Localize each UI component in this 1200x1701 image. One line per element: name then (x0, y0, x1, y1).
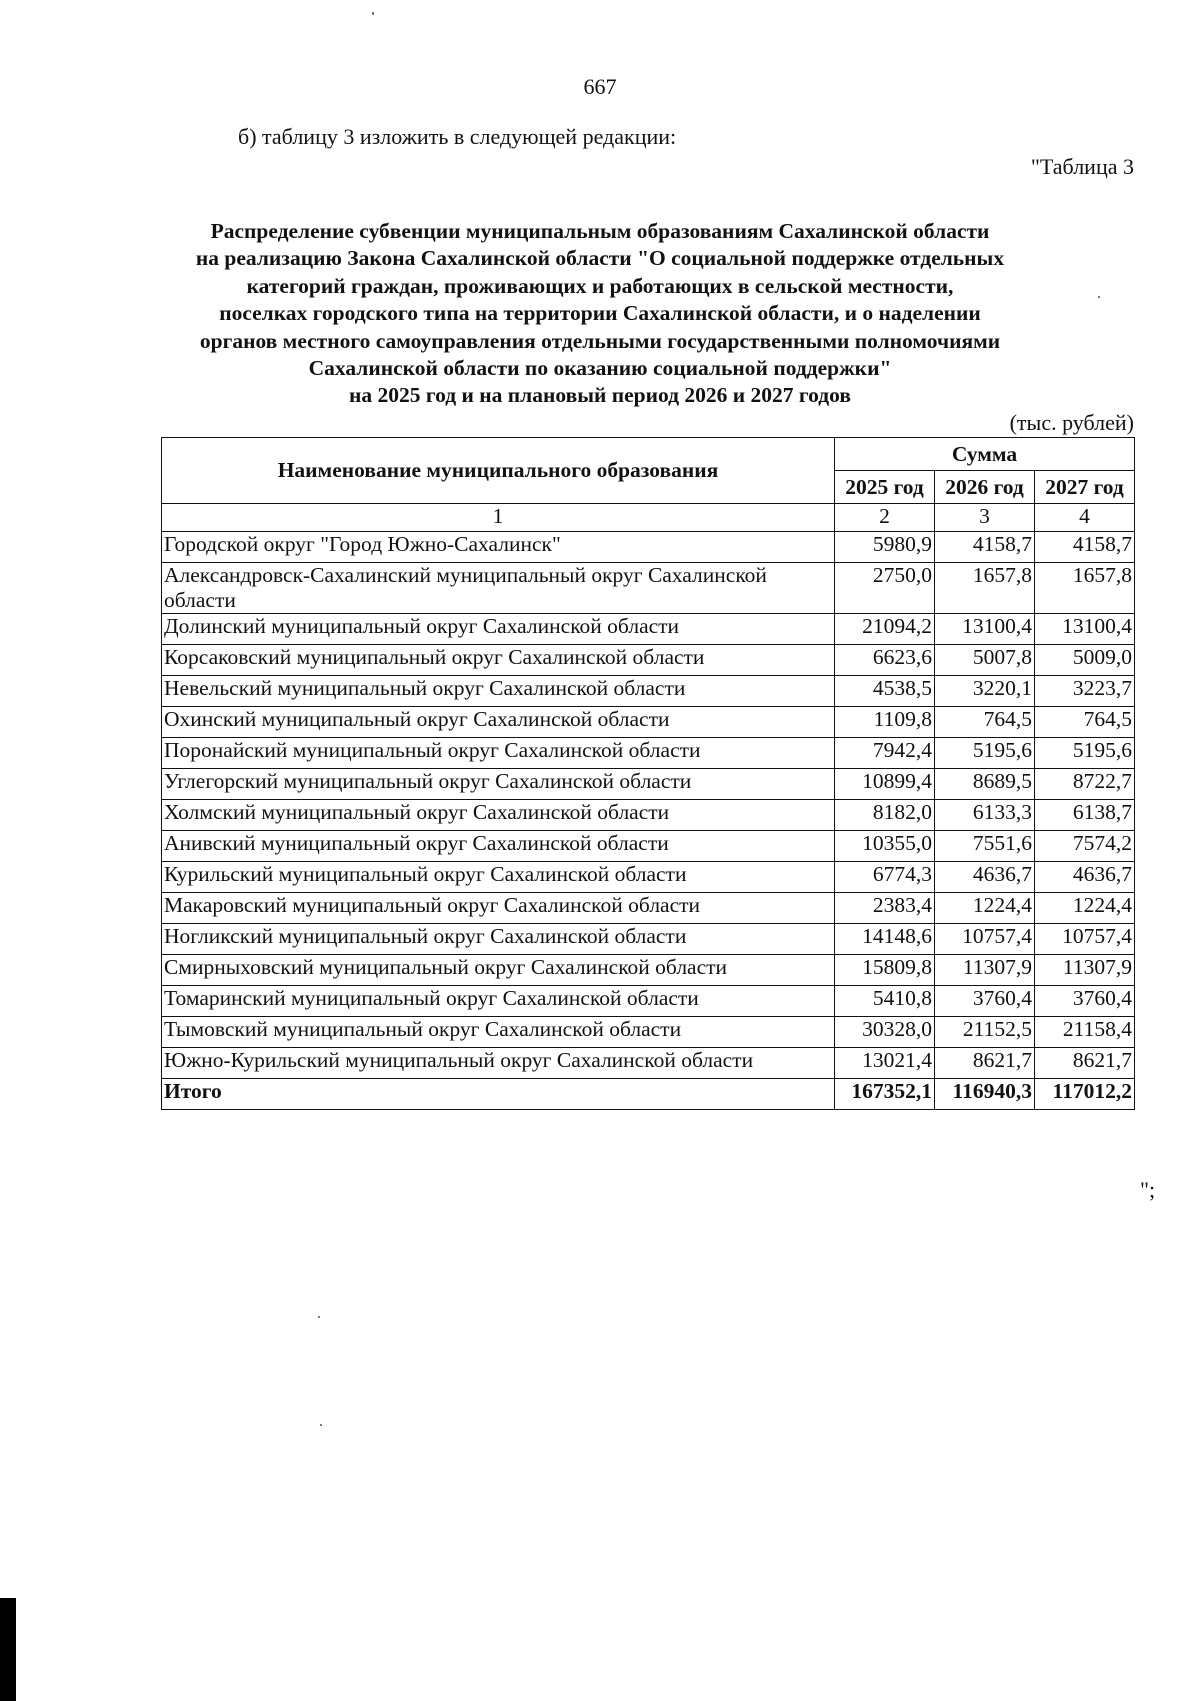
amount-2025: 2750,0 (835, 563, 935, 614)
total-2026: 116940,3 (935, 1079, 1035, 1110)
amount-2027: 8621,7 (1035, 1048, 1135, 1079)
amount-2026: 764,5 (935, 707, 1035, 738)
table-row (162, 707, 1135, 738)
table-row (162, 955, 1135, 986)
document-title (100, 218, 1100, 410)
table-row (162, 563, 1135, 614)
amount-2027: 764,5 (1035, 707, 1135, 738)
municipality-name: Южно-Курильский муниципальный округ Сахалинской области (162, 1048, 835, 1079)
amount-2025: 14148,6 (835, 924, 935, 955)
title-line: на 2025 год и на плановый период 2026 и 2027 годов (349, 383, 851, 408)
amount-2027: 6138,7 (1035, 800, 1135, 831)
scan-speck (320, 1424, 322, 1426)
municipality-name: Охинский муниципальный округ Сахалинской области (162, 707, 835, 738)
amount-2027: 4158,7 (1035, 532, 1135, 563)
closing-quote: "; (1140, 1177, 1156, 1202)
amount-2027: 21158,4 (1035, 1017, 1135, 1048)
table-row (162, 614, 1135, 645)
amount-2027: 3760,4 (1035, 986, 1135, 1017)
subvention-table (161, 437, 1135, 1110)
table-body (162, 532, 1135, 1079)
amount-2025: 30328,0 (835, 1017, 935, 1048)
scan-speck (318, 1316, 320, 1318)
amount-2026: 5007,8 (935, 645, 1035, 676)
table-row (162, 738, 1135, 769)
scan-edge-mark (0, 1598, 16, 1701)
amount-2026: 8621,7 (935, 1048, 1035, 1079)
municipality-name: Поронайский муниципальный округ Сахалинской области (162, 738, 835, 769)
header-year: 2026 год (935, 471, 1035, 504)
amount-2025: 6623,6 (835, 645, 935, 676)
units-label: (тыс. рублей) (1009, 410, 1134, 435)
amount-2027: 10757,4 (1035, 924, 1135, 955)
municipality-name: Смирныховский муниципальный округ Сахалинской области (162, 955, 835, 986)
amount-2025: 6774,3 (835, 862, 935, 893)
header-year: 2027 год (1035, 471, 1135, 504)
amount-2025: 10355,0 (835, 831, 935, 862)
column-index: 1 (162, 504, 835, 532)
table-row (162, 986, 1135, 1017)
table-row (162, 1048, 1135, 1079)
amount-2027: 1657,8 (1035, 563, 1135, 614)
amount-2026: 13100,4 (935, 614, 1035, 645)
amount-2025: 7942,4 (835, 738, 935, 769)
amount-2026: 10757,4 (935, 924, 1035, 955)
table-row (162, 800, 1135, 831)
amount-2027: 5009,0 (1035, 645, 1135, 676)
amount-2026: 1224,4 (935, 893, 1035, 924)
municipality-name: Томаринский муниципальный округ Сахалинской области (162, 986, 835, 1017)
title-line: на реализацию Закона Сахалинской области "О социальной поддержке отдельных (195, 246, 1005, 271)
title-line: категорий граждан, проживающих и работающих в сельской местности, (246, 273, 954, 298)
total-2025: 167352,1 (835, 1079, 935, 1110)
scan-speck (1098, 296, 1100, 298)
amount-2027: 7574,2 (1035, 831, 1135, 862)
amount-2026: 4158,7 (935, 532, 1035, 563)
amount-2027: 11307,9 (1035, 955, 1135, 986)
amount-2026: 3220,1 (935, 676, 1035, 707)
amount-2025: 15809,8 (835, 955, 935, 986)
total-row (162, 1079, 1135, 1110)
municipality-name: Корсаковский муниципальный округ Сахалинской области (162, 645, 835, 676)
table-reference: "Таблица 3 (1030, 154, 1134, 179)
amount-2026: 3760,4 (935, 986, 1035, 1017)
municipality-name: Углегорский муниципальный округ Сахалинской области (162, 769, 835, 800)
municipality-name: Городской округ "Город Южно-Сахалинск" (162, 532, 835, 563)
amount-2025: 8182,0 (835, 800, 935, 831)
title-line: поселках городского типа на территории Сахалинской области, и о наделении (219, 301, 981, 326)
table-row (162, 924, 1135, 955)
table-row (162, 862, 1135, 893)
municipality-name: Невельский муниципальный округ Сахалинской области (162, 676, 835, 707)
amount-2025: 4538,5 (835, 676, 935, 707)
amount-2025: 1109,8 (835, 707, 935, 738)
table-row (162, 645, 1135, 676)
intro-text: б) таблицу 3 изложить в следующей редакции: (238, 124, 677, 149)
amount-2025: 2383,4 (835, 893, 935, 924)
table-row (162, 831, 1135, 862)
amount-2027: 4636,7 (1035, 862, 1135, 893)
column-index: 2 (835, 504, 935, 532)
municipality-name: Курильский муниципальный округ Сахалинской области (162, 862, 835, 893)
table-row (162, 1017, 1135, 1048)
page-number: 667 (583, 74, 617, 99)
amount-2025: 5980,9 (835, 532, 935, 563)
amount-2027: 3223,7 (1035, 676, 1135, 707)
amount-2026: 8689,5 (935, 769, 1035, 800)
header-name: Наименование муниципального образования (162, 438, 835, 504)
amount-2027: 13100,4 (1035, 614, 1135, 645)
amount-2027: 5195,6 (1035, 738, 1135, 769)
municipality-name: Ногликский муниципальный округ Сахалинской области (162, 924, 835, 955)
table-row (162, 769, 1135, 800)
amount-2026: 6133,3 (935, 800, 1035, 831)
municipality-name: Долинский муниципальный округ Сахалинской области (162, 614, 835, 645)
municipality-name: Анивский муниципальный округ Сахалинской области (162, 831, 835, 862)
municipality-name: Макаровский муниципальный округ Сахалинской области (162, 893, 835, 924)
table-row (162, 532, 1135, 563)
table-row (162, 676, 1135, 707)
amount-2026: 7551,6 (935, 831, 1035, 862)
amount-2026: 21152,5 (935, 1017, 1035, 1048)
table-row (162, 893, 1135, 924)
amount-2027: 8722,7 (1035, 769, 1135, 800)
amount-2025: 21094,2 (835, 614, 935, 645)
total-2027: 117012,2 (1035, 1079, 1135, 1110)
municipality-name: Холмский муниципальный округ Сахалинской области (162, 800, 835, 831)
scan-speck (372, 12, 374, 15)
municipality-name: Тымовский муниципальный округ Сахалинской области (162, 1017, 835, 1048)
amount-2026: 5195,6 (935, 738, 1035, 769)
amount-2025: 5410,8 (835, 986, 935, 1017)
title-line: Сахалинской области по оказанию социальной поддержки" (308, 356, 892, 381)
amount-2026: 4636,7 (935, 862, 1035, 893)
amount-2026: 1657,8 (935, 563, 1035, 614)
amount-2025: 10899,4 (835, 769, 935, 800)
title-line: органов местного самоуправления отдельными государственными полномочиями (199, 328, 1001, 353)
municipality-name: Александровск-Сахалинский муниципальный округ Сахалинской области (162, 563, 835, 614)
total-label: Итого (162, 1079, 835, 1110)
column-index: 3 (935, 504, 1035, 532)
column-index: 4 (1035, 504, 1135, 532)
amount-2026: 11307,9 (935, 955, 1035, 986)
amount-2025: 13021,4 (835, 1048, 935, 1079)
title-line: Распределение субвенции муниципальным образованиям Сахалинской области (210, 219, 990, 243)
header-sum: Сумма (835, 438, 1135, 471)
amount-2027: 1224,4 (1035, 893, 1135, 924)
header-year: 2025 год (835, 471, 935, 504)
